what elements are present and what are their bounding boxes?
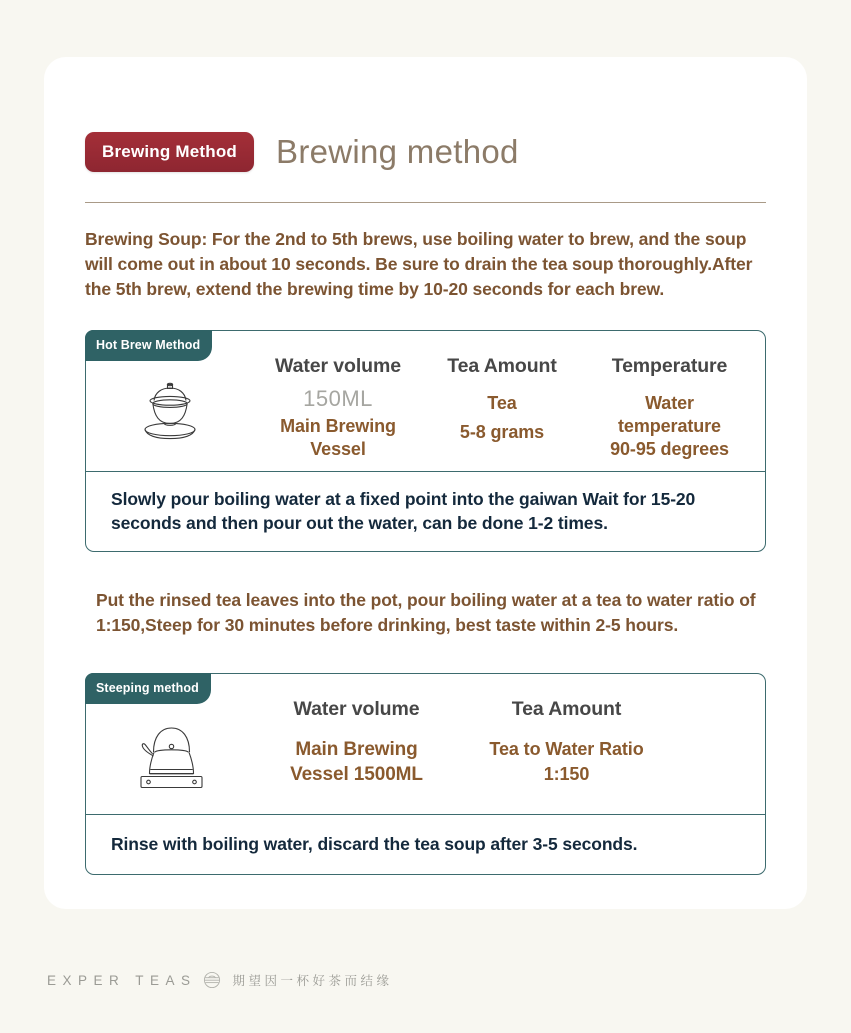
brewing-method-pill: Brewing Method: [85, 132, 254, 172]
column-header: Water volume: [293, 698, 420, 720]
steeping-water-volume-line2: Vessel 1500ML: [290, 764, 423, 785]
steeping-water-volume-line1: Main Brewing: [295, 739, 418, 760]
hot-brew-footer-text: Slowly pour boiling water at a fixed point into the gaiwan Wait for 15-20 seconds and then pour out the water, can be done 1-2 times.: [111, 489, 696, 533]
kettle-icon-cell: [86, 696, 254, 796]
hot-brew-column-water-volume: [254, 353, 422, 461]
column-header: Water volume: [275, 355, 401, 377]
steeping-column-tea-amount: [459, 696, 674, 787]
hot-brew-column-tea-amount: [422, 353, 582, 444]
hot-brew-method-card: [85, 330, 766, 552]
footer-brand: [47, 971, 393, 989]
page-title: Brewing method: [276, 133, 519, 170]
steeping-tea-amount-line1: Tea to Water Ratio: [489, 739, 644, 759]
temperature-line3: 90-95 degrees: [610, 439, 729, 459]
hot-brew-column-temperature: [582, 353, 757, 461]
brand-name-cn: 期望因一杯好茶而结缘: [232, 974, 393, 988]
steeping-tea-amount-line2: 1:150: [543, 764, 590, 784]
water-volume-value: 150ML: [303, 386, 373, 411]
steeping-method-card: [85, 673, 766, 875]
steeping-card-footer: [86, 814, 765, 874]
gaiwan-icon-cell: [86, 353, 254, 449]
steeping-water-volume-value: [254, 737, 459, 787]
temperature-line2: temperature: [618, 416, 721, 436]
tea-amount-line2: 5-8 grams: [459, 422, 545, 442]
steeping-footer-text: Rinse with boiling water, discard the tea soup after 3-5 seconds.: [111, 834, 638, 854]
steeping-tea-amount-value: [459, 737, 674, 787]
steeping-column-water-volume: [254, 696, 459, 787]
sheet-inner: [85, 126, 766, 875]
intro-paragraph: Brewing Soup: For the 2nd to 5th brews, use boiling water to brew, and the soup will come out in about 10 seconds. Be sure to drain the tea soup thoroughly.After the 5th brew, extend the brewing time by 10-20 seconds for each brew.: [85, 229, 753, 299]
column-header: Tea Amount: [447, 355, 557, 377]
brand-name-en: EXPER TEAS: [47, 972, 197, 988]
column-header: Temperature: [611, 355, 728, 377]
brand-divider-icon: [203, 971, 221, 989]
column-header: Tea Amount: [511, 698, 622, 720]
gaiwan-icon: [133, 375, 207, 449]
tea-amount-value: [422, 392, 582, 444]
page-footer: [0, 940, 851, 1033]
tea-amount-line1: Tea: [487, 393, 517, 413]
header-divider: [85, 202, 766, 203]
section-header: [85, 126, 766, 178]
temperature-line1: Water: [645, 393, 694, 413]
kettle-icon: [130, 718, 210, 796]
middle-paragraph: Put the rinsed tea leaves into the pot, pour boiling water at a tea to water ratio of 1:150,Steep for 30 minutes before drinking, best taste within 2-5 hours.: [96, 590, 756, 635]
hot-brew-card-footer: [86, 471, 765, 551]
water-volume-note: [254, 415, 422, 461]
temperature-value: [582, 392, 757, 461]
hot-brew-badge: Hot Brew Method: [85, 330, 212, 361]
content-sheet: [44, 57, 807, 909]
water-volume-note-line1: Main Brewing: [280, 416, 396, 436]
water-volume-note-line2: Vessel: [310, 439, 366, 459]
steeping-method-badge: Steeping method: [85, 673, 211, 704]
